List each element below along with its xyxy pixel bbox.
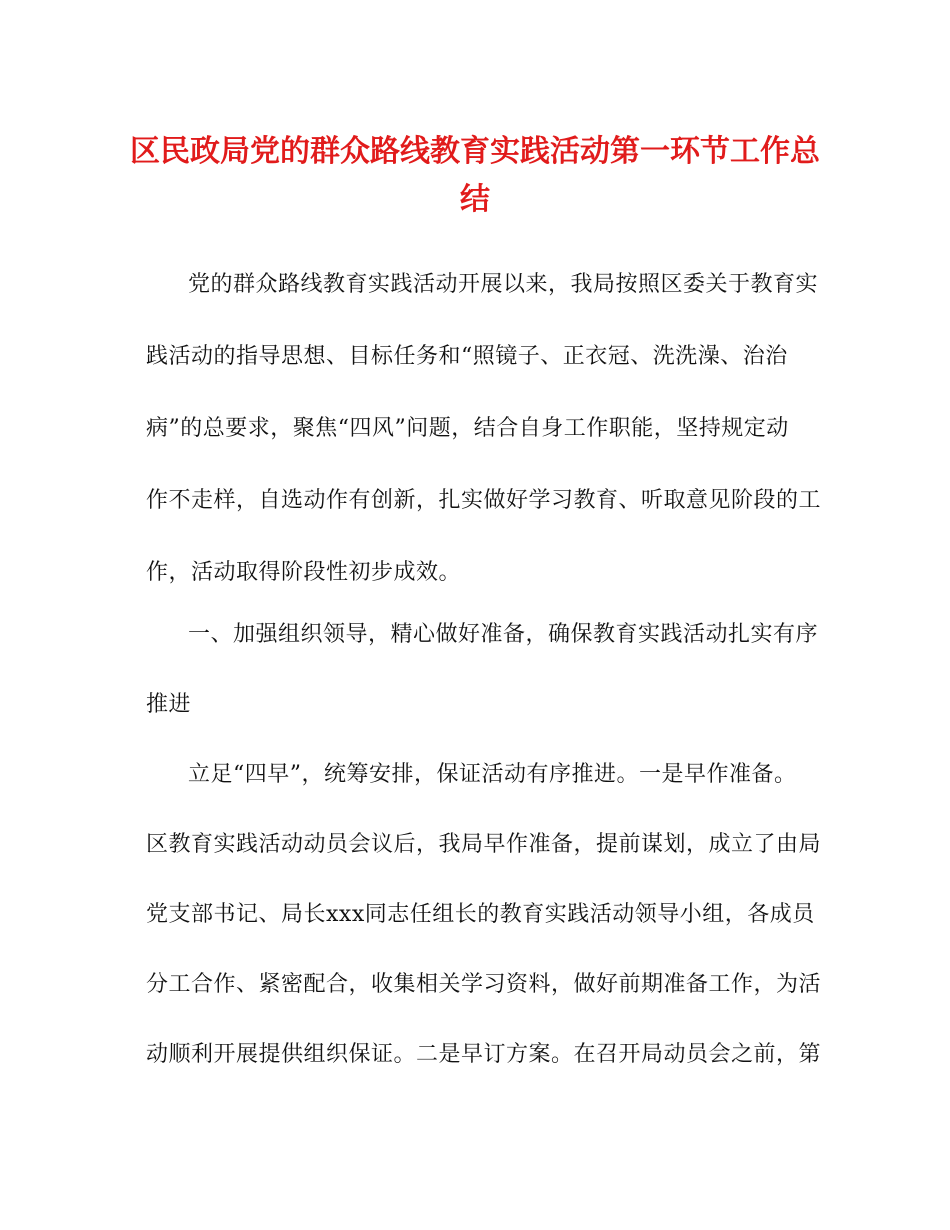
paragraph-line: 践活动的指导思想、目标任务和“照镜子、正衣冠、洗洗澡、治治 xyxy=(146,344,788,369)
section-heading-line: 一、加强组织领导，精心做好准备，确保教育实践活动扎实有序 xyxy=(188,622,819,647)
document-title-line-2: 结 xyxy=(460,182,490,217)
paragraph-line: 作，活动取得阶段性初步成效。 xyxy=(146,560,462,585)
section-heading-line: 推进 xyxy=(146,692,192,717)
paragraph-line: 分工合作、紧密配合，收集相关学习资料，做好前期准备工作，为活 xyxy=(146,972,822,997)
document-title-line-1: 区民政局党的群众路线教育实践活动第一环节工作总 xyxy=(130,134,820,169)
paragraph-line: 区教育实践活动动员会议后，我局早作准备，提前谋划，成立了由局 xyxy=(146,832,822,857)
paragraph-line: 立足“四早”，统筹安排，保证活动有序推进。一是早作准备。 xyxy=(188,762,797,787)
paragraph-line: 病”的总要求，聚焦“四风”问题，结合自身工作职能，坚持规定动 xyxy=(146,416,789,441)
paragraph-line: 党的群众路线教育实践活动开展以来，我局按照区委关于教育实 xyxy=(188,272,819,297)
paragraph-line: 动顺利开展提供组织保证。二是早订方案。在召开局动员会之前，第 xyxy=(146,1042,822,1067)
paragraph-line: 党支部书记、局长xxx同志任组长的教育实践活动领导小组，各成员 xyxy=(146,902,815,927)
paragraph-line: 作不走样，自选动作有创新，扎实做好学习教育、听取意见阶段的工 xyxy=(146,488,822,513)
